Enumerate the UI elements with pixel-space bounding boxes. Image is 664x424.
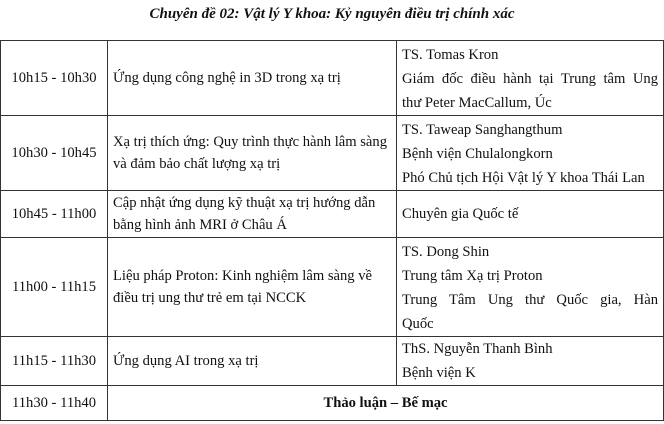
table-row [1,238,664,337]
table-row [1,41,664,116]
speaker-name: TS. Tomas Kron [402,47,499,63]
session-time: 10h30 - 10h45 [1,116,108,191]
session-topic: Cập nhật ứng dụng kỹ thuật xạ trị hướng dẫn bằng hình ảnh MRI ở Châu Á [108,191,397,238]
session-topic: Ứng dụng công nghệ in 3D trong xạ trị [108,41,397,116]
table-row [1,116,664,191]
session-topic: Liệu pháp Proton: Kinh nghiệm lâm sàng về điều trị ung thư trẻ em tại NCCK [108,238,397,337]
speaker-affiliation: Trung Tâm Ung thư Quốc gia, Hàn [402,292,658,308]
session-speaker [397,337,664,386]
speaker-affiliation: thư Peter MacCallum, Úc [402,95,552,111]
session-topic: Ứng dụng AI trong xạ trị [108,337,397,386]
speaker-affiliation: Bệnh viện Chulalongkorn [402,146,553,162]
table-row [1,386,664,421]
speaker-name: TS. Dong Shin [402,244,490,260]
closing-label: Thảo luận – Bế mạc [108,386,664,421]
session-topic: Xạ trị thích ứng: Quy trình thực hành lâm sàng và đảm bảo chất lượng xạ trị [108,116,397,191]
speaker-name: Chuyên gia Quốc tế [402,206,519,222]
table-row [1,191,664,238]
session-speaker [397,191,664,238]
session-time: 11h30 - 11h40 [1,386,108,421]
speaker-name: ThS. Nguyễn Thanh Bình [402,341,553,357]
session-speaker [397,41,664,116]
page-title: Chuyên đề 02: Vật lý Y khoa: Kỷ nguyên điều trị chính xác [149,6,515,22]
session-time: 10h15 - 10h30 [1,41,108,116]
speaker-affiliation: Quốc [402,316,434,332]
agenda-table [0,40,664,421]
session-time: 10h45 - 11h00 [1,191,108,238]
speaker-affiliation: Bệnh viện K [402,365,476,381]
session-time: 11h00 - 11h15 [1,238,108,337]
speaker-affiliation: Giám đốc điều hành tại Trung tâm Ung [402,71,658,87]
speaker-name: TS. Taweap Sanghangthum [402,122,563,138]
speaker-affiliation: Trung tâm Xạ trị Proton [402,268,543,284]
speaker-role: Phó Chủ tịch Hội Vật lý Y khoa Thái Lan [402,170,645,186]
session-speaker [397,116,664,191]
table-row [1,337,664,386]
session-speaker [397,238,664,337]
session-time: 11h15 - 11h30 [1,337,108,386]
